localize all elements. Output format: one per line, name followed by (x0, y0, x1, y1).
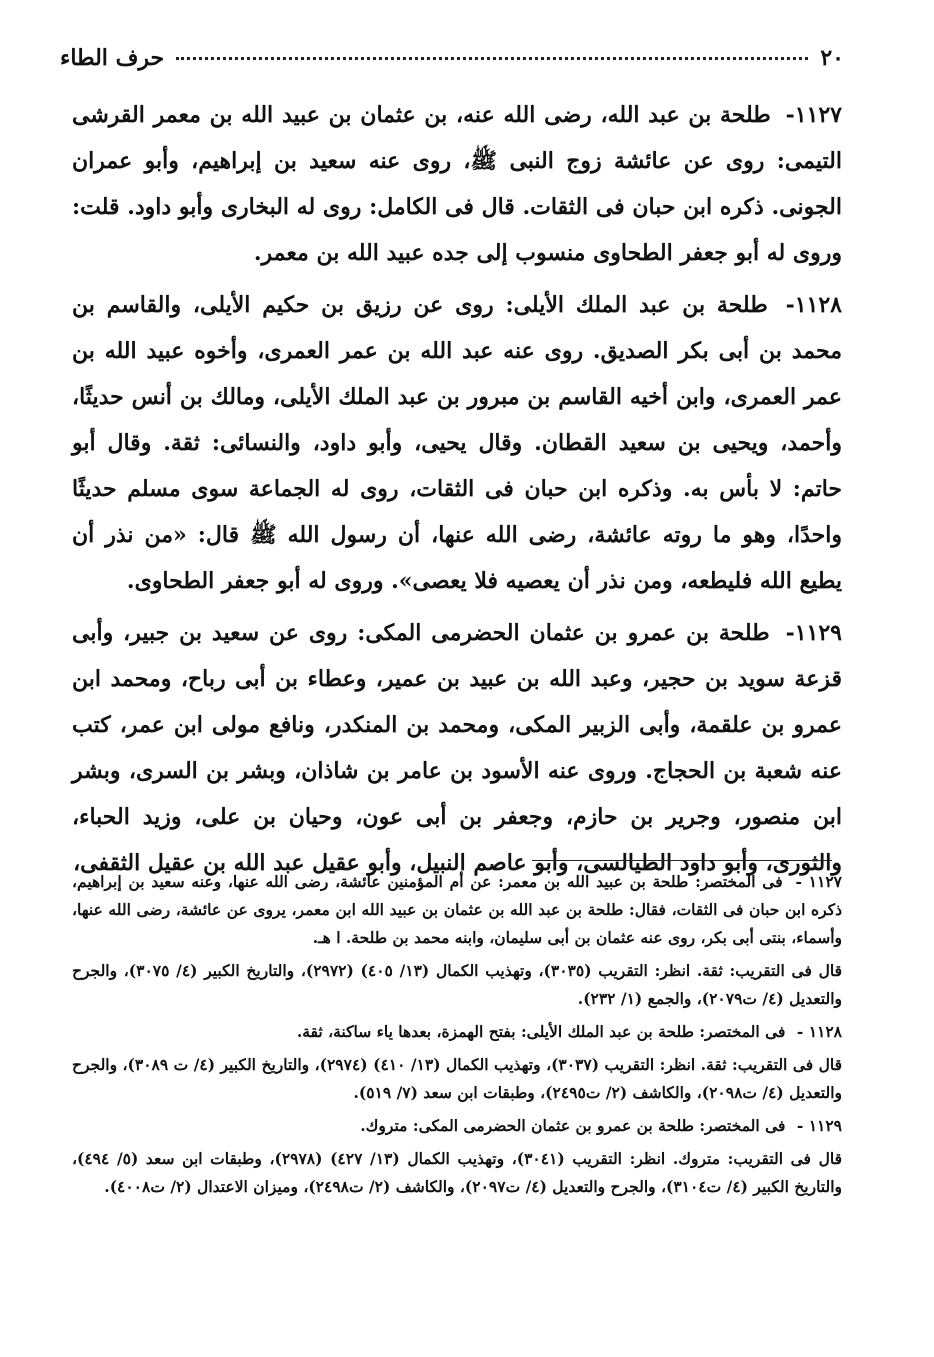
footnote-text: قال فى التقريب: ثقة. انظر: التقريب (٣٠٣٧)، وتهذيب الكمال (١٣/ ٤١٠) (٢٩٧٤)، والتاريخ الكبير (٤/ ت ٣٠٨٩)، والجرح والتعديل (٤/ ت٢٠٩٨)، والكاشف (٢/ ت٢٤٩٥)، وطبقات ابن سعد (٧/ ٥١٩). (72, 1055, 842, 1102)
header-dotted-leader (176, 57, 808, 60)
footnote-number: ١١٢٨ - (796, 1022, 842, 1041)
footnote-text: فى المختصر: طلحة بن عبيد الله بن معمر: عن أم المؤمنين عائشة، رضى الله عنها، وعنه سعيد بن إبراهيم، ذكره ابن حبان فى الثقات، فقال: طلحة بن عبد الله بن عثمان بن عبيد الله ابن معمر، يروى عن عائشة، رضى الله عنها، وأسماء، بنتى أبى بكر، روى عنه عثمان بن أبى سليمان، وابنه محمد بن طلحة. ا هـ. (72, 872, 842, 947)
footnote (72, 868, 842, 952)
entry-text: طلحة بن عبد الملك الأيلى: روى عن رزيق بن حكيم الأيلى، والقاسم بن محمد بن أبى بكر الصديق. روى عنه عبد الله بن عمر العمرى، وأخوه عبيد الله بن عمر العمرى، وابن أخيه القاسم بن مبرور بن عبد الملك الأيلى، ومالك بن أنس حديثًا، وأحمد، ويحيى بن سعيد القطان. وقال يحيى، وأبو داود، والنسائى: ثقة. وقال أبو حاتم: لا بأس به. وذكره ابن حبان فى الثقات، روى له الجماعة سوى مسلم حديثًا واحدًا، وهو ما روته عائشة، رضى الله عنها، أن رسول الله ﷺ قال: «من نذر أن يطيع الله فليطعه، ومن نذر أن يعصيه فلا يعصى». وروى له أبو جعفر الطحاوى. (72, 292, 842, 594)
chapter-title: حرف الطاء (60, 45, 165, 71)
footnote-separator (532, 860, 832, 861)
footnote (72, 1051, 842, 1107)
entry-paragraph (72, 610, 842, 886)
entry-text: طلحة بن عمرو بن عثمان الحضرمى المكى: روى عن سعيد بن جبير، وأبى قزعة سويد بن حجير، وعبد الله بن عبيد بن عمير، وعطاء بن أبى رباح، ومحمد ابن عمرو بن علقمة، وأبى الزبير المكى، ومحمد بن المنكدر، ونافع مولى ابن عمر، كتب عنه شعبة بن الحجاج. وروى عنه الأسود بن عامر بن شاذان، وبشر بن السرى، وبشر ابن منصور، وجرير بن حازم، وجعفر بن أبى عون، وحيان بن على، وزيد الحباء، والثورى، وأبو داود الطيالسى، وأبو عاصم النبيل، وأبو عقيل عبد الله بن عقيل الثقفى، (72, 620, 842, 876)
footnote-text: فى المختصر: طلحة بن عبد الملك الأيلى: بفتح الهمزة، بعدها ياء ساكنة، ثقة. (296, 1022, 786, 1041)
footnotes (72, 868, 842, 1206)
footnote-number: ١١٢٧ - (795, 872, 842, 891)
entry-number: ١١٢٨- (785, 292, 842, 318)
footnote (72, 1145, 842, 1201)
footnote-text: قال فى التقريب: متروك. انظر: التقريب (٣٠٤١)، وتهذيب الكمال (١٣/ ٤٢٧) (٢٩٧٨)، وطبقات ابن سعد (٥/ ٤٩٤)، والتاريخ الكبير (٤/ ت٣١٠٤)، والجرح والتعديل (٤/ ت٢٠٩٧)، والكاشف (٢/ ت٢٤٩٨)، وميزان الاعتدال (٢/ ت٤٠٠٨). (72, 1149, 842, 1196)
footnote-text: قال فى التقريب: ثقة. انظر: التقريب (٣٠٣٥)، وتهذيب الكمال (١٣/ ٤٠٥) (٢٩٧٢)، والتاريخ الكبير (٤/ ٣٠٧٥)، والجرح والتعديل (٤/ ت٢٠٧٩)، والجمع (١/ ٢٣٢). (72, 961, 842, 1008)
entry-number: ١١٢٩- (785, 620, 842, 646)
main-text (72, 92, 842, 892)
entry-paragraph (72, 92, 842, 276)
footnote-text: فى المختصر: طلحة بن عمرو بن عثمان الحضرمى المكى: متروك. (360, 1116, 786, 1135)
footnote (72, 1112, 842, 1140)
footnote-number: ١١٢٩ - (796, 1116, 842, 1135)
footnote (72, 1018, 842, 1046)
running-header (60, 40, 844, 76)
entry-number: ١١٢٧- (785, 102, 842, 128)
page-number: ٢٠ (820, 45, 844, 71)
entry-paragraph (72, 282, 842, 604)
footnote (72, 957, 842, 1013)
entry-text: طلحة بن عبد الله، رضى الله عنه، بن عثمان بن عبيد الله بن معمر القرشى التيمى: روى عن عائشة زوج النبى ﷺ، روى عنه سعيد بن إبراهيم، وأبو عمران الجونى. ذكره ابن حبان فى الثقات. قال فى الكامل: روى له البخارى وأبو داود. قلت: وروى له أبو جعفر الطحاوى منسوب إلى جده عبيد الله بن معمر. (72, 102, 842, 266)
